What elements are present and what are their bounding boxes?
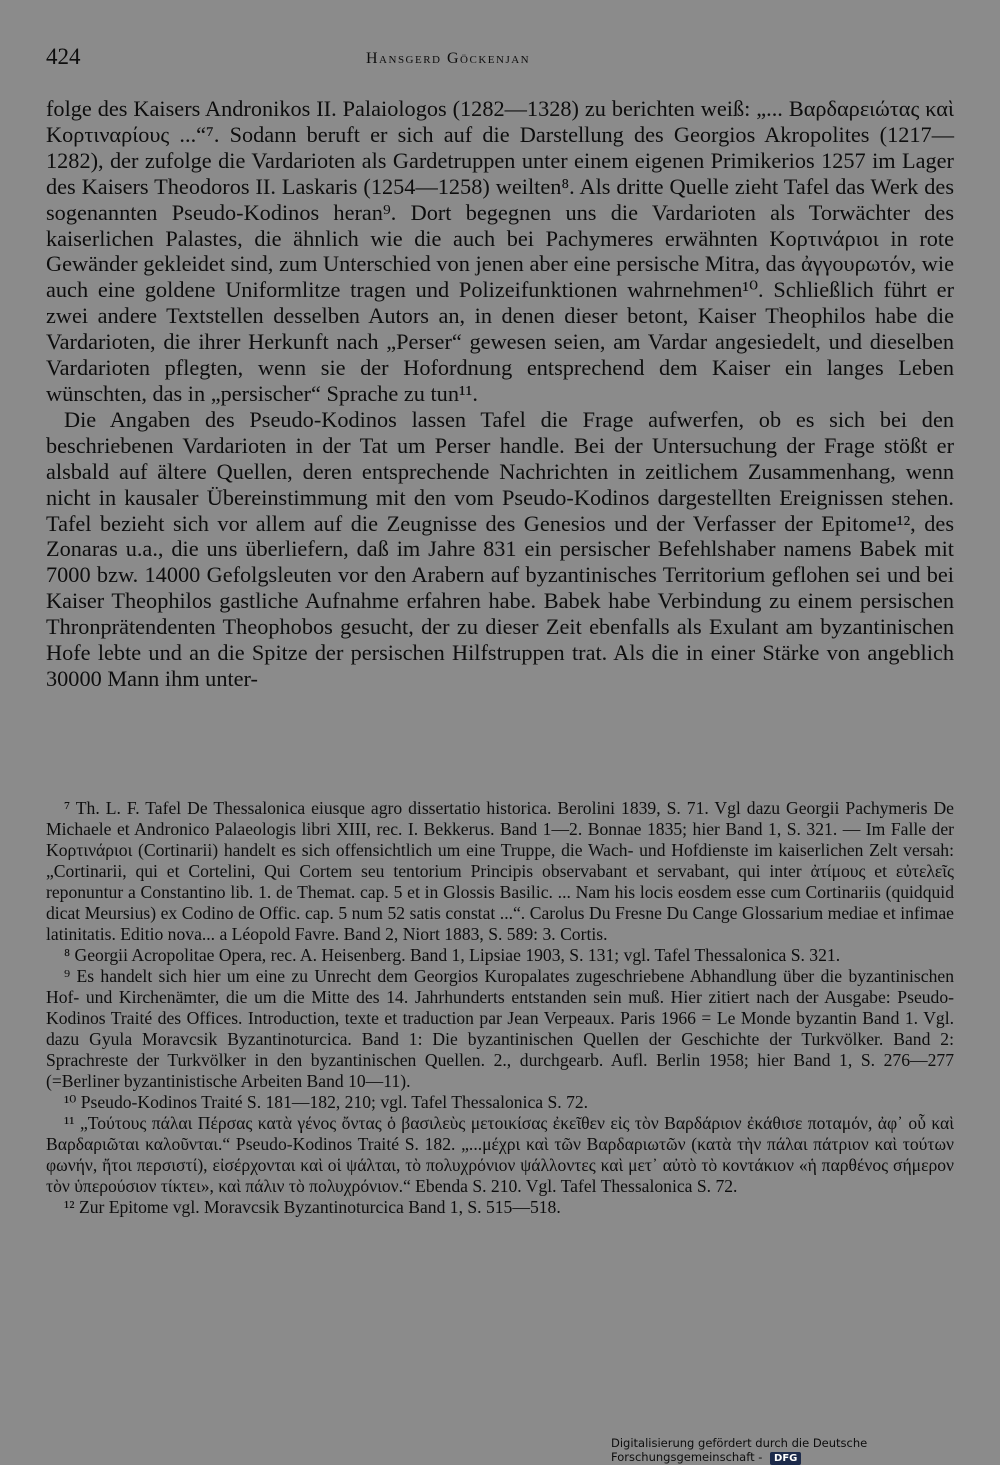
footnote-10: ¹⁰ Pseudo-Kodinos Traité S. 181—182, 210; vgl. Tafel Thessalonica S. 72. [64, 1092, 589, 1112]
body-paragraph-1: folge des Kaisers Andronikos II. Palaiologos (1282—1328) zu berichten weiß: „... Βαρδαρειώτας καὶ Κορτιναρίους ...“⁷. Sodann beruft er sich auf die Darstellung des Georgios Akropolites (1217—1282), der zufolge die Vardarioten als Gardetruppen unter einem eigenen Primikerios 1257 im Lager des Kaisers Theodoros II. Laskaris (1254—1258) weilten⁸. Als dritte Quelle zieht Tafel das Werk des sogenannten Pseudo-Kodinos heran⁹. Dort begegnen uns die Vardarioten als Torwächter des kaiserlichen Palastes, die ähnlich wie die auch bei Pachymeres erwähnten Κορτινάριοι in rote Gewänder gekleidet sind, zum Unterschied von jenen aber eine persische Mitra, das ἀγγουρωτόν, wie auch eine goldene Uniformlitze tragen und Polizeifunktionen wahrnehmen¹⁰. Schließlich führt er zwei andere Textstellen desselben Autors an, in denen dieser betont, Kaiser Theophilos habe die Vardarioten, die ihrer Herkunft nach „Perser“ gewesen seien, am Vardar angesiedelt, und dieselben Vardarioten pflegten, wenn sie der Hofordnung entsprechend dem Kaiser ein langes Leben wünschten, das in „persischer“ Sprache zu tun¹¹. [46, 96, 954, 406]
page-header [46, 44, 954, 74]
main-text [46, 96, 954, 692]
footnotes [46, 798, 954, 1218]
body-paragraph-2: Die Angaben des Pseudo-Kodinos lassen Tafel die Frage aufwerfen, ob es sich bei den beschriebenen Vardarioten in der Tat um Perser handle. Bei der Untersuchung der Frage stößt er alsbald auf ältere Quellen, deren entsprechende Nachrichten in zeitlichem Zusammenhang, wenn nicht in kausaler Übereinstimmung mit den vom Pseudo-Kodinos dargestellten Ereignissen stehen. Tafel bezieht sich vor allem auf die Zeugnisse des Genesios und der Verfasser der Epitome¹², des Zonaras u.a., die uns überliefern, daß im Jahre 831 ein persischer Befehlshaber namens Babek mit 7000 bzw. 14000 Gefolgsleuten vor den Arabern auf byzantinisches Territorium geflohen sei und bei Kaiser Theophilos gastliche Aufnahme erfahren habe. Babek habe Verbindung zu einem persischen Thronprätendenten Theophobos gesucht, der zu dieser Zeit ebenfalls als Exulant am byzantinischen Hofe lebte und an die Spitze der persischen Hilfstruppen trat. Als die in einer Stärke von angeblich 30000 Mann ihm unter- [46, 406, 954, 691]
footnote-12: ¹² Zur Epitome vgl. Moravcsik Byzantinoturcica Band 1, S. 515—518. [64, 1197, 561, 1217]
footer-text: Digitalisierung gefördert durch die Deutsche Forschungsgemeinschaft - [611, 1436, 868, 1464]
footnote-9: ⁹ Es handelt sich hier um eine zu Unrecht dem Georgios Kuropalates zugeschriebene Abhandlung über die byzantinischen Hof- und Kirchenämter, die um die Mitte des 14. Jahrhunderts entstanden sein muß. Hier zitiert nach der Ausgabe: Pseudo-Kodinos Traité des Offices. Introduction, texte et traduction par Jean Verpeaux. Paris 1966 = Le Monde byzantin Band 1. Vgl. dazu Gyula Moravcsik Byzantinoturcica. Band 1: Die byzantinischen Quellen der Geschichte der Turkvölker. Band 2: Sprachreste der Turkvölker in den byzantinischen Quellen. 2., durchgearb. Aufl. Berlin 1958; hier Band 1, S. 276—277 (=Berliner byzantinistische Arbeiten Band 10—11). [46, 966, 954, 1091]
dfg-logo: DFG [770, 1452, 801, 1465]
running-head: Hansgerd Göckenjan [366, 50, 531, 67]
digitization-footer [611, 1436, 1000, 1465]
footnote-8: ⁸ Georgii Acropolitae Opera, rec. A. Heisenberg. Band 1, Lipsiae 1903, S. 131; vgl. Tafel Thessalonica S. 321. [64, 945, 841, 965]
footnote-7: ⁷ Th. L. F. Tafel De Thessalonica eiusque agro dissertatio historica. Berolini 1839, S. 71. Vgl dazu Georgii Pachymeris De Michaele et Andronico Palaeologis libri XIII, rec. I. Bekkerus. Band 1—2. Bonnae 1835; hier Band 1, S. 321. — Im Falle der Κορτινάριοι (Cortinarii) handelt es sich offensichtlich um eine Truppe, die Wach- und Hofdienste im kaiserlichen Zelt versah: „Cortinarii, qui et Cortelini, Qui Cortem seu tentorium Principis observabant et servabant, qui inter ἀτίμους et εὐτελεῖς reponuntur a Constantino lib. 1. de Themat. cap. 5 et in Glossis Basilic. ... Nam his locis eosdem esse cum Cortinariis (quidquid dicat Meursius) ex Codino de Offic. cap. 5 num 52 satis constat ...“. Carolus Du Fresne Du Cange Glossarium mediae et infimae latinitatis. Editio nova... a Léopold Favre. Band 2, Niort 1883, S. 589: 3. Cortis. [46, 798, 954, 944]
footnote-11: ¹¹ „Τούτους πάλαι Πέρσας κατὰ γένος ὄντας ὁ βασιλεὺς μετοικίσας ἐκεῖθεν εἰς τὸν Βαρδάριον ἐκάθισε ποταμόν, ἀφ᾽ οὗ καὶ Βαρδαριῶται καλοῦνται.“ Pseudo-Kodinos Traité S. 182. „...μέχρι καὶ τῶν Βαρδαριωτῶν (κατὰ τὴν πάλαι πάτριον καὶ τούτων φωνήν, ἤτοι περσιστί), εἰσέρχονται καὶ οἱ ψάλται, τὸ πολυχρόνιον ψάλλοντες καὶ μετ᾽ αὐτὸ τὸ κοντάκιον «ἡ παρθένος σήμερον τὸν ὑπερούσιον τίκτει», καὶ πάλιν τὸ πολυχρόνιον.“ Ebenda S. 210. Vgl. Tafel Thessalonica S. 72. [46, 1113, 954, 1196]
page-number: 424 [46, 44, 81, 69]
